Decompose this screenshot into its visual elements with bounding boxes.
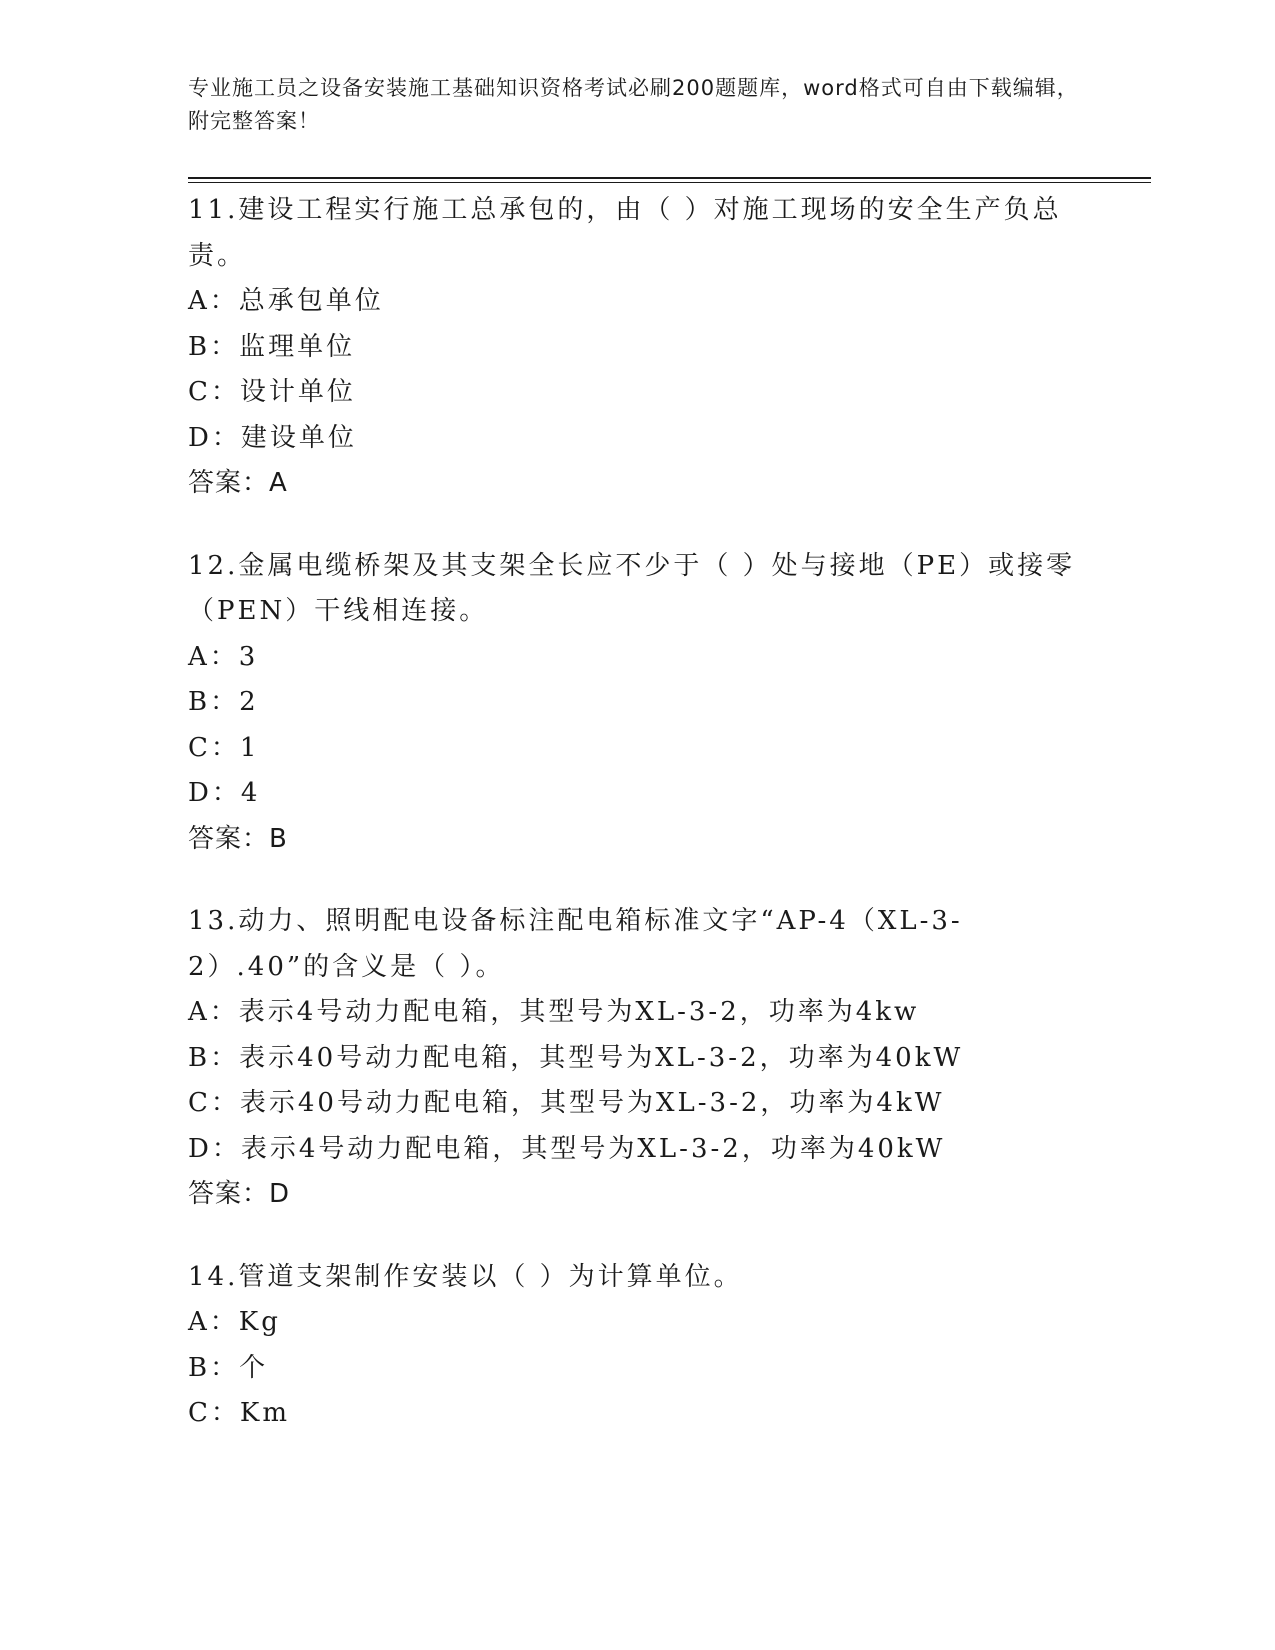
option-a: A：表示4号动力配电箱，其型号为XL-3-2，功率为4kw bbox=[188, 997, 920, 1027]
option-b: B：表示40号动力配电箱，其型号为XL-3-2，功率为40kW bbox=[188, 1042, 964, 1073]
option-a: A：总承包单位 bbox=[188, 286, 384, 316]
option-c: C：Km bbox=[188, 1398, 290, 1428]
option-c: C：1 bbox=[188, 732, 260, 763]
option-c: C：表示40号动力配电箱，其型号为XL-3-2，功率为4kW bbox=[188, 1088, 945, 1118]
answer-line: 答案：A bbox=[188, 468, 288, 498]
document-header: 专业施工员之设备安装施工基础知识资格考试必刷200题题库，word格式可自由下载编辑，附完整答案！ bbox=[188, 76, 1079, 133]
option-b: B：监理单位 bbox=[188, 331, 356, 362]
option-d: D：表示4号动力配电箱，其型号为XL-3-2，功率为40kW bbox=[188, 1133, 946, 1164]
option-b: B：2 bbox=[188, 687, 259, 717]
header-divider-thick bbox=[188, 177, 1151, 179]
question-stem: 14.管道支架制作安装以（ ）为计算单位。 bbox=[188, 1261, 743, 1292]
question-14 bbox=[188, 1255, 1088, 1437]
question-stem: 11.建设工程实行施工总承包的，由（ ）对施工现场的安全生产负总责。 bbox=[188, 195, 1062, 271]
option-b: B：个 bbox=[188, 1352, 269, 1383]
question-13 bbox=[188, 899, 1088, 1218]
option-d: D：4 bbox=[188, 778, 261, 808]
question-stem: 13.动力、照明配电设备标注配电箱标准文字“AP-4（XL-3-2）.40”的含义是（ ）。 bbox=[188, 906, 963, 982]
answer-line: 答案：D bbox=[188, 1179, 291, 1209]
question-12 bbox=[188, 544, 1088, 863]
question-list bbox=[188, 188, 1088, 1474]
option-a: A：3 bbox=[188, 641, 259, 672]
answer-line: 答案：B bbox=[188, 823, 288, 854]
question-11 bbox=[188, 188, 1088, 507]
option-d: D：建设单位 bbox=[188, 422, 357, 453]
question-stem: 12.金属电缆桥架及其支架全长应不少于（ ）处与接地（PE）或接零（PEN）干线相连接。 bbox=[188, 550, 1076, 626]
option-a: A：Kg bbox=[188, 1307, 281, 1337]
option-c: C：设计单位 bbox=[188, 377, 356, 407]
header-divider-thin bbox=[188, 182, 1151, 183]
